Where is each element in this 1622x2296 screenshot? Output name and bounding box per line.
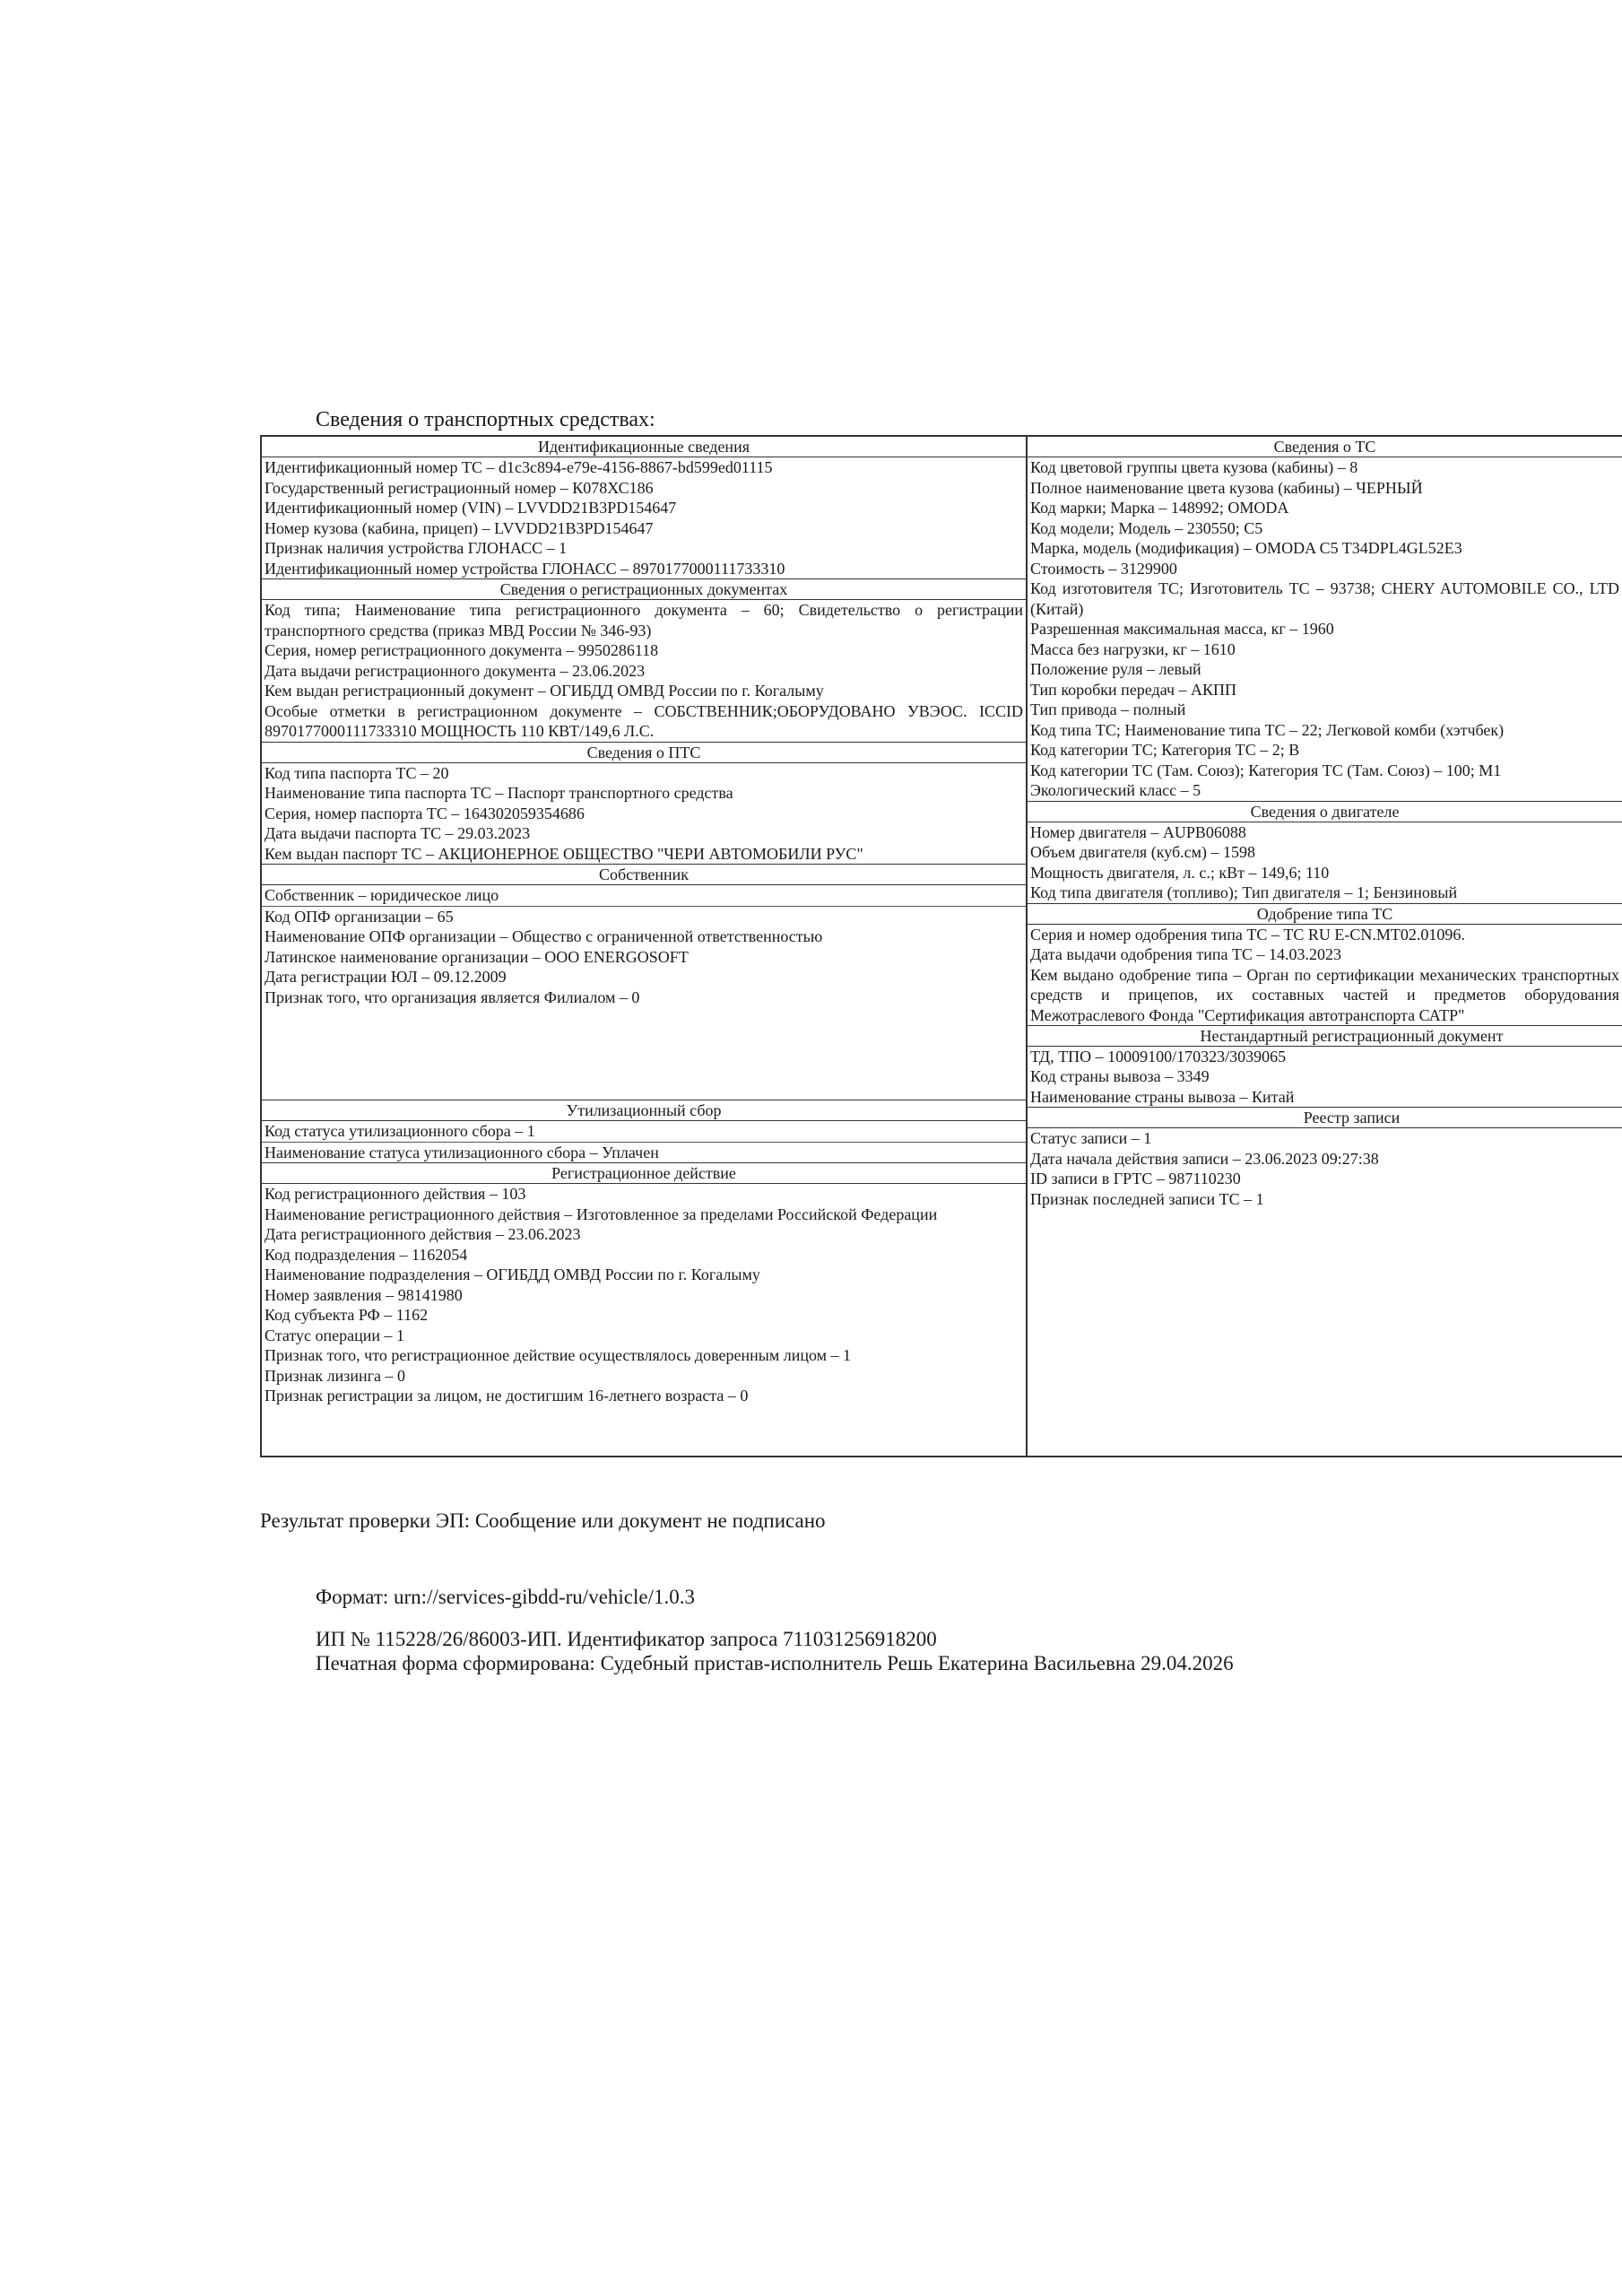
- field-glonass-id: Идентификационный номер устройства ГЛОНАСС – 8970177000111733310: [265, 559, 785, 578]
- field-leasing-flag: Признак лизинга – 0: [265, 1366, 405, 1385]
- section-title-type-approval: Одобрение типа ТС: [1028, 904, 1622, 925]
- field-reg-doc-type: Код типа; Наименование типа регистрационного документа – 60; Свидетельство о регистрации транспортного средства (приказ МВД России № 346-93): [265, 601, 1023, 639]
- field-pts-date: Дата выдачи паспорта ТС – 29.03.2023: [265, 824, 531, 842]
- field-engine-type: Код типа двигателя (топливо); Тип двигателя – 1; Бензиновый: [1030, 883, 1458, 901]
- field-reg-doc-date: Дата выдачи регистрационного документа – 23.06.2023: [265, 661, 646, 680]
- section-reg-documents: [262, 579, 1026, 743]
- section-identification: [262, 437, 1026, 579]
- field-engine-number: Номер двигателя – AUPB06088: [1030, 822, 1246, 841]
- field-curb-mass: Масса без нагрузки, кг – 1610: [1030, 639, 1236, 658]
- signature-check-result: Результат проверки ЭП: Сообщение или документ не подписано: [260, 1509, 826, 1532]
- field-drive: Тип привода – полный: [1030, 700, 1186, 718]
- field-last-record-flag: Признак последней записи ТС – 1: [1030, 1189, 1264, 1208]
- field-modification: Марка, модель (модификация) – OMODA C5 T34DPL4GL52E3: [1030, 539, 1462, 557]
- left-column: [262, 437, 1028, 1456]
- field-pts-type-name: Наименование типа паспорта ТС – Паспорт транспортного средства: [265, 784, 733, 802]
- field-reg-number: Государственный регистрационный номер – К078ХС186: [265, 478, 654, 497]
- section-title-engine: Сведения о двигателе: [1028, 802, 1622, 822]
- section-registry: [1028, 1108, 1622, 1209]
- field-export-country-code: Код страны вывоза – 3349: [1030, 1067, 1210, 1085]
- field-proxy-flag: Признак того, что регистрационное действие осуществлялось доверенным лицом – 1: [265, 1346, 852, 1364]
- field-approval-number: Серия и номер одобрения типа ТС – ТС RU E-CN.MT02.01096.: [1030, 925, 1465, 944]
- field-eco-class: Экологический класс – 5: [1030, 781, 1201, 799]
- field-cost: Стоимость – 3129900: [1030, 559, 1177, 578]
- field-branch-flag: Признак того, что организация является Филиалом – 0: [265, 987, 640, 1006]
- section-title-registry: Реестр записи: [1028, 1108, 1622, 1128]
- field-glonass-flag: Признак наличия устройства ГЛОНАСС – 1: [265, 539, 568, 557]
- field-max-mass: Разрешенная максимальная масса, кг – 1960: [1030, 620, 1334, 638]
- format-line: Формат: urn://services-gibdd-ru/vehicle/1.0.3: [316, 1586, 695, 1608]
- field-engine-power: Мощность двигателя, л. с.; кВт – 149,6; 110: [1030, 863, 1330, 882]
- document-heading: Сведения о транспортных средствах:: [316, 408, 655, 431]
- section-title-nonstandard-doc: Нестандартный регистрационный документ: [1028, 1026, 1622, 1047]
- field-operation-status: Статус операции – 1: [265, 1326, 405, 1344]
- field-registration-date: Дата регистрации ЮЛ – 09.12.2009: [265, 968, 507, 986]
- field-approval-issuer: Кем выдано одобрение типа – Орган по сертификации механических транспортных средств и прицепов, их составных частей и предметов оборудования Межотраслевого Фонда "Сертификация автотранспорта САТР": [1030, 965, 1619, 1024]
- field-steering: Положение руля – левый: [1030, 660, 1201, 678]
- field-department-code: Код подразделения – 1162054: [265, 1245, 468, 1264]
- section-pts: [262, 743, 1026, 865]
- section-title-pts: Сведения о ПТС: [262, 743, 1026, 763]
- field-action-code: Код регистрационного действия – 103: [265, 1185, 526, 1203]
- field-reg-doc-number: Серия, номер регистрационного документа – 9950286118: [265, 641, 659, 659]
- field-vehicle-type: Код типа ТС; Наименование типа ТС – 22; Легковой комби (хэтчбек): [1030, 720, 1505, 739]
- field-customs-doc: ТД, ТПО – 10009100/170323/3039065: [1030, 1047, 1287, 1065]
- section-title-reg-documents: Сведения о регистрационных документах: [262, 579, 1026, 600]
- section-vehicle: [1028, 437, 1622, 802]
- field-color-code: Код цветовой группы цвета кузова (кабины) – 8: [1030, 458, 1358, 476]
- section-nonstandard-doc: [1028, 1026, 1622, 1109]
- printed-by-line: Печатная форма сформирована: Судебный пристав-исполнитель Решь Екатерина Васильевна 29.04.2026: [316, 1652, 1234, 1674]
- field-export-country-name: Наименование страны вывоза – Китай: [1030, 1087, 1295, 1106]
- field-ts-id: Идентификационный номер ТС – d1c3c894-e79e-4156-8867-bd599ed01115: [265, 458, 773, 476]
- field-pts-type-code: Код типа паспорта ТС – 20: [265, 763, 449, 782]
- section-reg-action: [262, 1163, 1026, 1406]
- field-customs-category: Код категории ТС (Там. Союз); Категория ТС (Там. Союз) – 100; M1: [1030, 761, 1502, 779]
- field-util-status-name: Наименование статуса утилизационного сбора – Уплачен: [265, 1143, 659, 1161]
- field-category: Код категории ТС; Категория ТС – 2; В: [1030, 741, 1300, 759]
- field-pts-issuer: Кем выдан паспорт ТС – АКЦИОНЕРНОЕ ОБЩЕСТВО "ЧЕРИ АВТОМОБИЛИ РУС": [265, 844, 863, 863]
- vehicle-info-table: [260, 435, 1622, 1457]
- request-line: ИП № 115228/26/86003-ИП. Идентификатор запроса 711031256918200: [316, 1628, 937, 1650]
- field-body-number: Номер кузова (кабина, прицеп) – LVVDD21B3PD154647: [265, 518, 654, 537]
- field-application-number: Номер заявления – 98141980: [265, 1285, 463, 1304]
- field-opf-code: Код ОПФ организации – 65: [265, 907, 454, 926]
- section-owner: [262, 865, 1026, 1100]
- section-engine: [1028, 802, 1622, 904]
- section-title-reg-action: Регистрационное действие: [262, 1163, 1026, 1184]
- field-make: Код марки; Марка – 148992; OMODA: [1030, 499, 1289, 517]
- section-utilization: [262, 1100, 1026, 1163]
- field-approval-date: Дата выдачи одобрения типа ТС – 14.03.2023: [1030, 945, 1342, 963]
- field-gearbox: Тип коробки передач – АКПП: [1030, 680, 1237, 699]
- section-title-owner: Собственник: [262, 865, 1026, 885]
- field-action-date: Дата регистрационного действия – 23.06.2023: [265, 1225, 581, 1243]
- field-manufacturer: Код изготовителя ТС; Изготовитель ТС – 93738; CHERY AUTOMOBILE CO., LTD (Китай): [1030, 579, 1619, 618]
- section-title-vehicle: Сведения о ТС: [1028, 437, 1622, 457]
- field-vin: Идентификационный номер (VIN) – LVVDD21B3PD154647: [265, 499, 677, 517]
- right-column: [1028, 437, 1622, 1456]
- field-reg-doc-notes: Особые отметки в регистрационном документе – СОБСТВЕННИК;ОБОРУДОВАНО УВЭОС. ICCID 8970177000111733310 МОЩНОСТЬ 110 КВТ/149,6 Л.С.: [265, 701, 1023, 740]
- field-engine-volume: Объем двигателя (куб.см) – 1598: [1030, 843, 1255, 861]
- field-region-code: Код субъекта РФ – 1162: [265, 1306, 429, 1324]
- field-opf-name: Наименование ОПФ организации – Общество с ограниченной ответственностью: [265, 927, 823, 945]
- field-model: Код модели; Модель – 230550; C5: [1030, 518, 1263, 537]
- field-pts-number: Серия, номер паспорта ТС – 164302059354686: [265, 804, 585, 822]
- field-latin-name: Латинское наименование организации – ООО ENERGOSOFT: [265, 947, 689, 966]
- field-util-status-code: Код статуса утилизационного сбора – 1: [262, 1121, 1026, 1143]
- field-color-name: Полное наименование цвета кузова (кабины) – ЧЕРНЫЙ: [1030, 478, 1423, 497]
- section-title-identification: Идентификационные сведения: [262, 437, 1026, 457]
- field-minor-flag: Признак регистрации за лицом, не достигшим 16-летнего возраста – 0: [265, 1387, 749, 1405]
- field-department-name: Наименование подразделения – ОГИБДД ОМВД России по г. Когалыму: [265, 1265, 760, 1283]
- field-record-start-date: Дата начала действия записи – 23.06.2023 09:27:38: [1030, 1149, 1379, 1168]
- section-title-utilization: Утилизационный сбор: [262, 1100, 1026, 1121]
- field-owner-type: Собственник – юридическое лицо: [262, 885, 1026, 907]
- section-type-approval: [1028, 904, 1622, 1026]
- field-record-status: Статус записи – 1: [1030, 1129, 1152, 1147]
- field-action-name: Наименование регистрационного действия – Изготовленное за пределами Российской Федерации: [265, 1205, 938, 1223]
- field-record-id: ID записи в ГРТС – 987110230: [1030, 1170, 1241, 1187]
- field-reg-doc-issuer: Кем выдан регистрационный документ – ОГИБДД ОМВД России по г. Когалыму: [265, 682, 824, 700]
